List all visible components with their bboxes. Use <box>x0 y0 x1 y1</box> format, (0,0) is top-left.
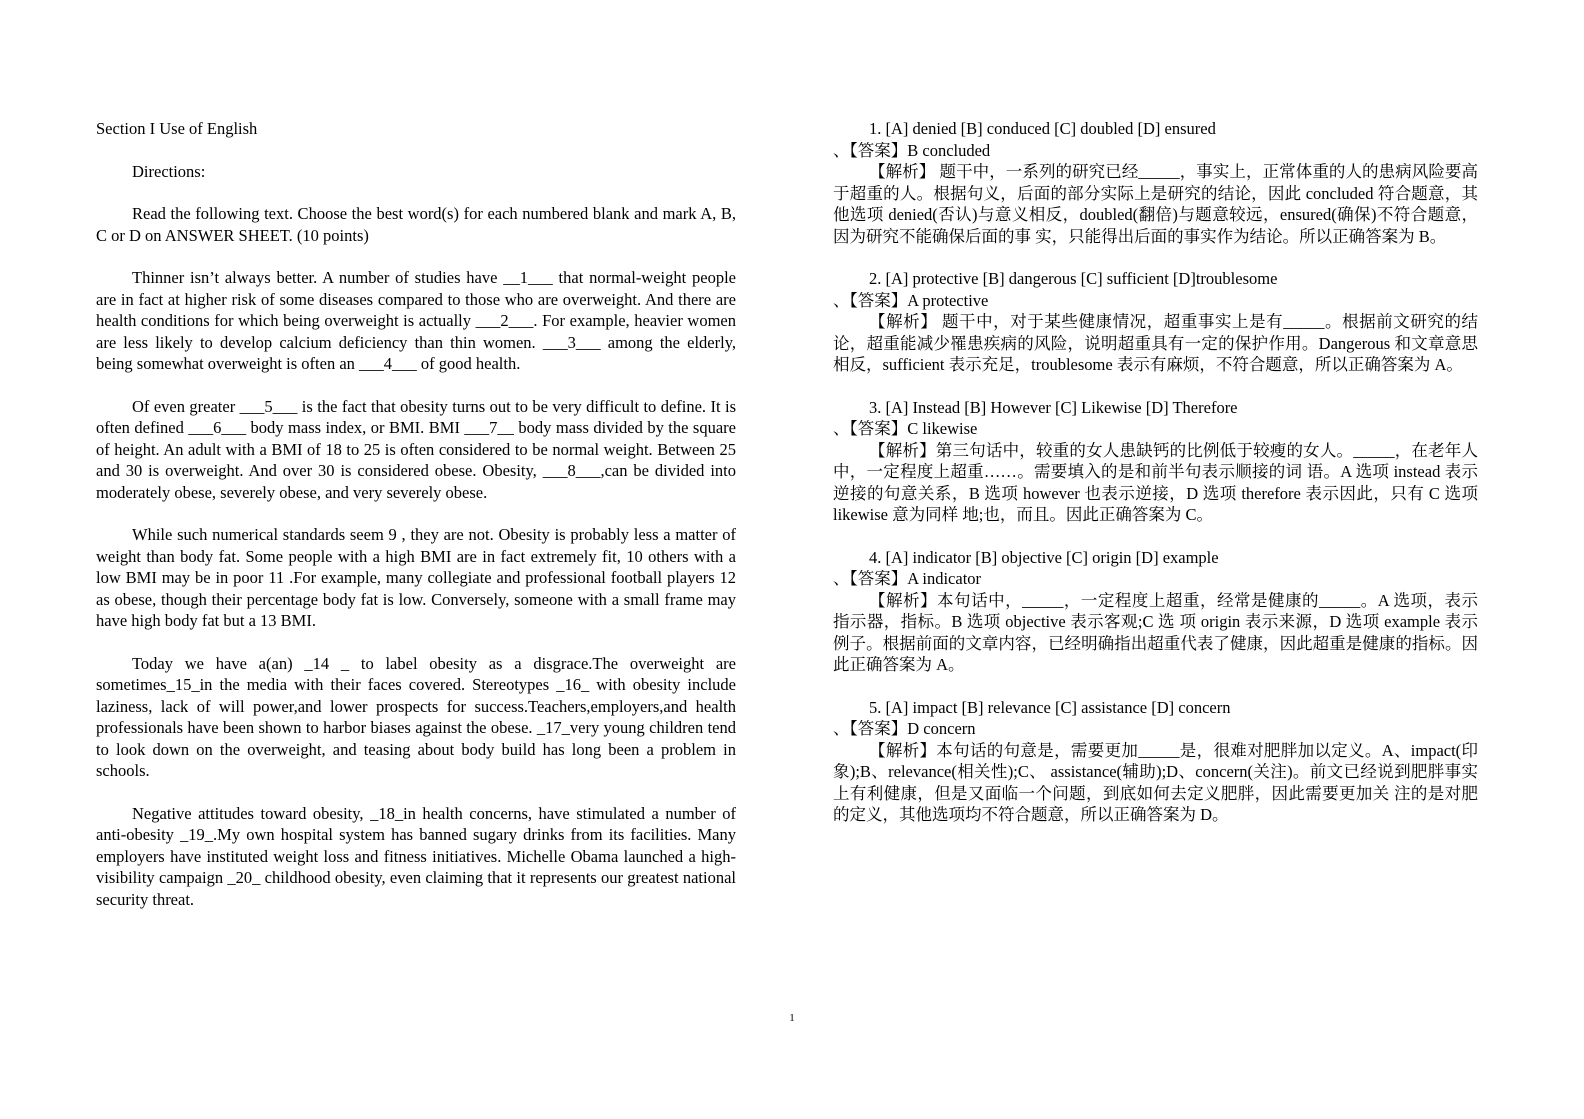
answer-item-3 <box>833 397 1478 526</box>
explanation: 【解析】本句话的句意是，需要更加_____是，很难对肥胖加以定义。A、impact(印象);B、relevance(相关性);C、 assistance(辅助);D、concern(关注)。前文已经说到肥胖事实上有利健康，但是又面临一个问题，到底如何去定义肥胖，因此需要更加关 注的是对肥的定义，其他选项均不符合题意，所以正确答案为 D。 <box>833 740 1478 824</box>
passage-column <box>96 118 736 931</box>
question-options: 3. [A] Instead [B] However [C] Likewise [D] Therefore <box>869 397 1238 417</box>
directions-label: Directions: <box>132 161 206 181</box>
question-options: 1. [A] denied [B] conduced [C] doubled [D] ensured <box>869 119 1216 138</box>
passage-paragraph: Read the following text. Choose the best word(s) for each numbered blank and mark A, B, C or D on ANSWER SHEET. (10 points) <box>96 204 736 245</box>
answer-line: 、【答案】C likewise <box>833 419 978 438</box>
answer-line: 、【答案】D concern <box>833 719 976 738</box>
page-number: 1 <box>789 1012 795 1024</box>
answer-item-2 <box>833 268 1478 376</box>
answer-line: 、【答案】A protective <box>833 290 989 310</box>
explanation: 【解析】第三句话中，较重的女人患缺钙的比例低于较瘦的女人。_____，在老年人中，一定程度上超重……。需要填入的是和前半句表示顺接的词 语。A 选项 instead 表示逆接的句意关系，B 选项 however 也表示逆接，D 选项 therefore 表示因此，只有 C 选项 likewise 意为同样 地;也，而且。因此正确答案为 C。 <box>833 440 1478 524</box>
explanation: 【解析】 题干中，一系列的研究已经_____，事实上，正常体重的人的患病风险要高于超重的人。根据句义，后面的部分实际上是研究的结论，因此 concluded 符合题意，其他选项 denied(否认)与意义相反，doubled(翻倍)与题意较远，ensured(确保)不符合题意，因为研究不能确保后面的事 实，只能得出后面的事实作为结论。所以正确答案为 B。 <box>833 162 1478 246</box>
section-title: Section I Use of English <box>96 119 258 138</box>
explanation: 【解析】本句话中，_____，一定程度上超重，经常是健康的_____。A 选项，表示指示器，指标。B 选项 objective 表示客观;C 选 项 origin 表示来源，D 选项 example 表示例子。根据前面的文章内容，已经明确指出超重代表了健康，因此超重是健康的指标。因此正确答案为 A。 <box>833 590 1478 674</box>
passage-paragraph: Of even greater ___5___ is the fact that obesity turns out to be very difficult to define. It is often defined ___6___ body mass index, or BMI. BMI ___7__ body mass divided by the square of height. An adult with a BMI of 18 to 25 is often considered to be normal weight. Between 25 and 30 is overweight. And over 30 is considered obese. Obesity, ___8___,can be divided into moderately obese, severely obese, and very severely obese. <box>96 396 736 502</box>
answer-item-5 <box>833 697 1478 826</box>
question-options: 2. [A] protective [B] dangerous [C] sufficient [D]troublesome <box>869 269 1278 288</box>
answer-line: 、【答案】A indicator <box>833 569 982 588</box>
question-options: 4. [A] indicator [B] objective [C] origin [D] example <box>869 547 1219 567</box>
passage-paragraph: Today we have a(an) _14 _ to label obesity as a disgrace.The overweight are sometimes_15_in the media with their faces covered. Stereotypes _16_ with obesity include laziness, lack of will power,and lower prospects for success.Teachers,employers,and health professionals have been shown to harbor biases against the obese. _17_very young children tend to look down on the overweight, and teasing about body build has long been a problem in schools. <box>96 653 736 780</box>
answers-column <box>833 118 1478 847</box>
passage-paragraph: Thinner isn’t always better. A number of studies have __1___ that normal-weight people are in fact at higher risk of some diseases compared to those who are overweight. And there are health conditions for which being overweight is actually ___2___. For example, heavier women are less likely to develop calcium deficiency than thin women. ___3___ among the elderly, being somewhat overweight is often an ___4___ of good health. <box>96 268 736 373</box>
question-options: 5. [A] impact [B] relevance [C] assistance [D] concern <box>869 697 1231 717</box>
passage-paragraph: Negative attitudes toward obesity, _18_in health concerns, have stimulated a number of anti-obesity _19_.My own hospital system has banned sugary drinks from its facilities. Many employers have instituted weight loss and fitness initiatives. Michelle Obama launched a high-visibility campaign _20_ childhood obesity, even claiming that it represents our greatest national security threat. <box>96 803 736 909</box>
answer-item-4 <box>833 547 1478 676</box>
passage-paragraph: While such numerical standards seem 9 , they are not. Obesity is probably less a matter of weight than body fat. Some people with a high BMI are in fact extremely fit, 10 others with a low BMI may be in poor 11 .For example, many collegiate and professional football players 12 as obese, though their percentage body fat is low. Conversely, someone with a small frame may have high body fat but a 13 BMI. <box>96 525 736 630</box>
explanation: 【解析】 题干中，对于某些健康情况，超重事实上是有_____。根据前文研究的结论，超重能减少罹患疾病的风险，说明超重具有一定的保护作用。Dangerous 和文章意思相反，sufficient 表示充足，troublesome 表示有麻烦，不符合题意，所以正确答案为 A。 <box>833 312 1478 374</box>
answer-item-1 <box>833 118 1478 247</box>
answer-line: 、【答案】B concluded <box>833 140 991 160</box>
